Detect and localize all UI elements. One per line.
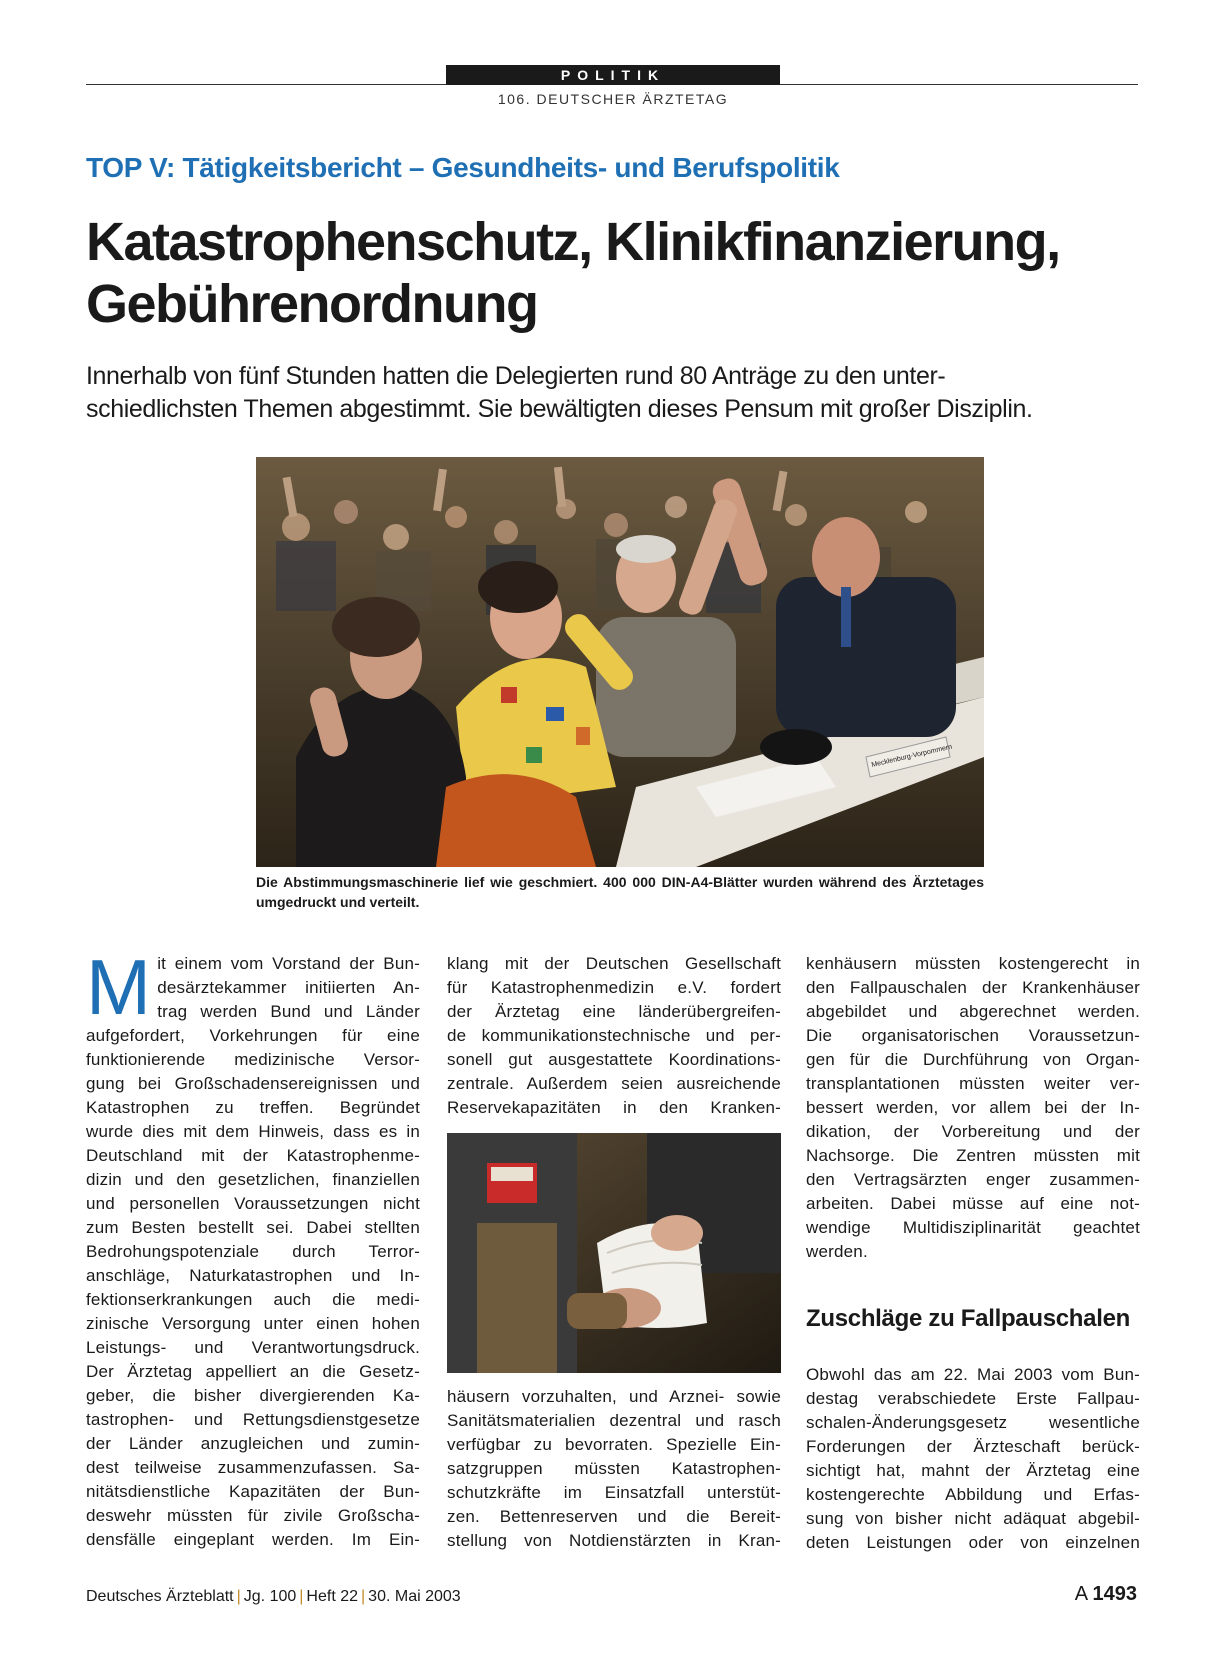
subheading: Zuschläge zu Fallpauschalen [806, 1305, 1130, 1332]
text-line: arbeiten. Dabei müsse auf eine not- [806, 1194, 1140, 1213]
text-line: zentrale. Außerdem seien ausreichende [447, 1074, 781, 1093]
separator: | [361, 1588, 366, 1605]
text-line: und personellen Voraussetzungen nicht [86, 1194, 420, 1213]
text-line: klang mit der Deutschen Gesellschaft [447, 954, 781, 973]
column-2-text-bottom [447, 1385, 781, 1553]
text-line: Leistungs- und Verantwortungsdruck. [86, 1338, 420, 1357]
text-line: sichtigt hat, mahnt der Ärztetag eine [806, 1461, 1140, 1480]
delegation-sign-text: Mecklenburg-Vorpommern [870, 743, 953, 769]
text-line: satzgruppen müssten Katastrophen- [447, 1459, 781, 1478]
column-2-text-top [447, 952, 781, 1120]
text-line: Sanitätsmaterialien dezentral und rasch [447, 1411, 781, 1430]
headline [86, 211, 1146, 335]
headline-line-1: Katastrophenschutz, Klinikfinanzierung, [86, 212, 1060, 272]
text-line: häusern vorzuhalten, und Arznei- sowie [447, 1387, 781, 1406]
column-3-text-top [806, 952, 1140, 1264]
text-line: dizin und den gesetzlichen, finanziellen [86, 1170, 420, 1189]
text-line: anschläge, Naturkatastrophen und In- [86, 1266, 420, 1285]
text-line: deswehr müssten für zivile Großscha- [86, 1506, 420, 1525]
text-line: kostengerechte Abbildung und Erfas- [806, 1485, 1140, 1504]
text-line: Nachsorge. Die Zentren müssten mit [806, 1146, 1140, 1165]
article-column-3-bottom [806, 1363, 1140, 1555]
section-label: POLITIK [446, 65, 780, 85]
text-line: densfälle eingeplant werden. Im Ein- [86, 1530, 420, 1549]
text-line: abgebildet und abgerechnet werden. [806, 1002, 1140, 1021]
text-line: aufgefordert, Vorkehrungen für eine [86, 1026, 420, 1045]
text-line: verfügbar zu bevorraten. Spezielle Ein- [447, 1435, 781, 1454]
paper-photo-illustration [447, 1133, 781, 1373]
headline-line-2: Gebührenordnung [86, 274, 538, 334]
text-line: für Katastrophenmedizin e.V. fordert [447, 978, 781, 997]
text-line: der Länder anzugleichen und zumin- [86, 1434, 420, 1453]
text-line: Katastrophen zu treffen. Begründet [86, 1098, 420, 1117]
page-prefix: A [1074, 1583, 1087, 1605]
article-column-3-top [806, 952, 1140, 1264]
text-line: gen für die Durchführung von Organ- [806, 1050, 1140, 1069]
text-line: gung bei Großschadensereignissen und [86, 1074, 420, 1093]
column-3-text-bottom [806, 1363, 1140, 1555]
text-line: it einem vom Vorstand der Bun- [157, 954, 420, 973]
text-line: der Ärztetag eine länderübergreifen- [447, 1002, 781, 1021]
issue: Heft 22 [306, 1588, 359, 1605]
text-line: de kommunikationstechnische und per- [447, 1026, 781, 1045]
text-line: den Fallpauschalen der Krankenhäuser [806, 978, 1140, 997]
text-line: Bedrohungspotenziale durch Terror- [86, 1242, 420, 1261]
text-line: funktionierende medizinische Versor- [86, 1050, 420, 1069]
topic-line: TOP V: Tätigkeitsbericht – Gesundheits- und Berufspolitik [86, 152, 840, 183]
article-column-2-bottom [447, 1385, 781, 1553]
text-line: trag werden Bund und Länder [157, 1002, 420, 1021]
text-line: nitätsdienstliche Kapazitäten der Bun- [86, 1482, 420, 1501]
text-line: wendige Multidisziplinarität geachtet [806, 1218, 1140, 1237]
separator: | [299, 1588, 304, 1605]
text-line: zinische Versorgung unter einen hohen [86, 1314, 420, 1333]
text-line: destag verabschiedete Erste Fallpau- [806, 1389, 1140, 1408]
text-line: den Vertragsärzten enger zusammen- [806, 1170, 1140, 1189]
text-line: werden. [806, 1242, 868, 1261]
text-line: desärztekammer initiierten An- [157, 978, 420, 997]
text-line: schutzkräfte im Einsatzfall unterstüt- [447, 1483, 781, 1502]
lead-line-2: schiedlichsten Themen abgestimmt. Sie bewältigten dieses Pensum mit großer Disziplin. [86, 395, 1033, 423]
lead-line-1: Innerhalb von fünf Stunden hatten die Delegierten rund 80 Anträge zu den unter- [86, 362, 946, 390]
page-number [1075, 1583, 1137, 1606]
text-line: wurde dies mit dem Hinweis, dass es in [86, 1122, 420, 1141]
separator: | [236, 1588, 241, 1605]
text-line: dest teilweise zusammenzufassen. Sa- [86, 1458, 420, 1477]
paper-distribution-photo [447, 1133, 781, 1373]
text-line: stellung von Notdienstärzten in Kran- [447, 1531, 781, 1550]
text-line: dikation, der Vorbereitung und der [806, 1122, 1140, 1141]
text-line: tastrophen- und Rettungsdienstgesetze [86, 1410, 420, 1429]
text-line: transplantationen müssten weiter ver- [806, 1074, 1140, 1093]
text-line: schalen-Änderungsgesetz wesentliche [806, 1413, 1140, 1432]
text-line: geber, die bisher divergierenden Ka- [86, 1386, 420, 1405]
volume: Jg. 100 [243, 1588, 297, 1605]
text-line: Forderungen der Ärzteschaft berück- [806, 1437, 1140, 1456]
text-line: zen. Bettenreserven und die Bereit- [447, 1507, 781, 1526]
text-line: zum Besten bestellt sei. Dabei stellten [86, 1218, 420, 1237]
lead-paragraph [86, 360, 1146, 426]
drop-cap: M [86, 943, 152, 1031]
footer [86, 1588, 461, 1606]
text-line: deten Leistungen oder von einzelnen [806, 1533, 1140, 1552]
text-line: Deutschland mit der Katastrophenme- [86, 1146, 420, 1165]
text-line: Obwohl das am 22. Mai 2003 vom Bun- [806, 1365, 1140, 1384]
text-line: Die organisatorischen Voraussetzun- [806, 1026, 1140, 1045]
text-line: sonell gut ausgestattete Koordinations- [447, 1050, 781, 1069]
journal-name: Deutsches Ärzteblatt [86, 1588, 234, 1605]
text-line: fektionserkrankungen auch die medi- [86, 1290, 420, 1309]
text-line: kenhäusern müssten kostengerecht in [806, 954, 1140, 973]
text-line: bessert werden, vor allem bei der In- [806, 1098, 1140, 1117]
column-1-text [86, 943, 420, 1552]
text-line: Der Ärztetag appelliert an die Gesetz- [86, 1362, 420, 1381]
issue-date: 30. Mai 2003 [368, 1588, 461, 1605]
text-line: Reservekapazitäten in den Kranken- [447, 1098, 781, 1117]
photo-caption: Die Abstimmungsmaschinerie lief wie geschmiert. 400 000 DIN-A4-Blätter wurden während des Ärztetages umgedruckt und verteilt. [256, 874, 984, 910]
event-label: 106. DEUTSCHER ÄRZTETAG [497, 91, 729, 107]
main-photo [256, 457, 984, 867]
article-column-1 [86, 943, 420, 1552]
article-column-2-top [447, 952, 781, 1120]
page-number-value: 1493 [1092, 1583, 1137, 1605]
main-photo-illustration [256, 457, 984, 867]
text-line: sung von bisher nicht adäquat abgebil- [806, 1509, 1140, 1528]
